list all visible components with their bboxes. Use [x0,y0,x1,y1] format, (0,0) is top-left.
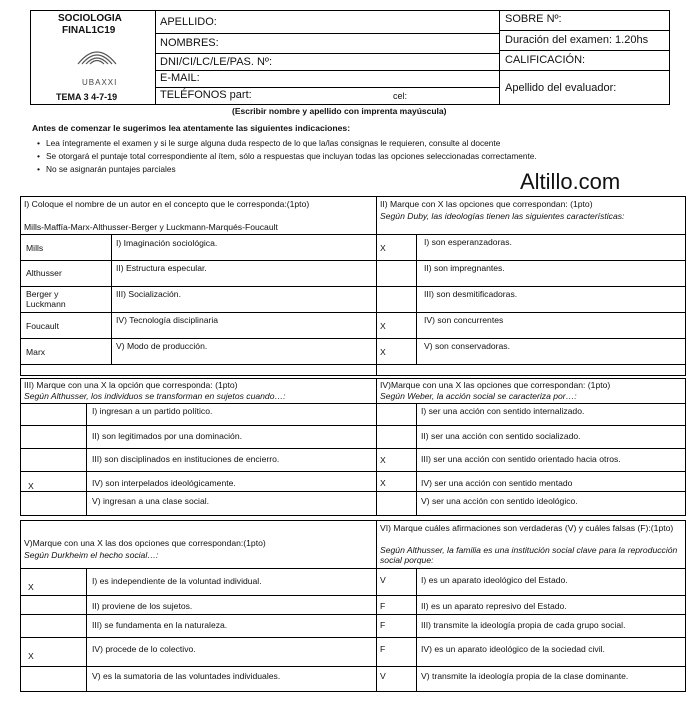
q1-title: I) Coloque el nombre de un autor en el concepto que le corresponda:(1pto) [24,199,310,209]
q6-option: III) transmite la ideología propia de cada grupo social. [421,620,626,630]
q1-author[interactable]: Berger y Luckmann [26,289,66,309]
q6-mark[interactable]: F [380,620,386,630]
instruction-item: No se asignarán puntajes parciales [46,164,176,174]
q4-option: I) ser una acción con sentido internalizado. [421,406,585,416]
field-apellido[interactable]: APELLIDO: [160,16,217,28]
q2-option: III) son desmitificadoras. [424,289,518,299]
q5-option: I) es independiente de la voluntad individual. [92,576,262,586]
q6-mark[interactable]: F [380,644,386,654]
q3-option: II) son legitimados por una dominación. [92,431,242,441]
bullet-icon: • [37,138,41,148]
duracion-label: Duración del examen: 1.20hs [505,34,649,46]
q1-concept: I) Imaginación sociológica. [116,238,218,248]
q5-option: V) es la sumatoria de las voluntades individuales. [92,671,281,681]
field-nombres[interactable]: NOMBRES: [160,37,219,49]
q1-concept: II) Estructura especular. [116,263,207,273]
course-name: SOCIOLOGIA [58,13,122,24]
q5-mark[interactable]: X [28,651,34,661]
q3-option: IV) son interpelados ideológicamente. [92,478,236,488]
ubaxxi-logo-icon [74,42,120,72]
instruction-item: Se otorgará el puntaje total correspondiente al ítem, sólo a respuestas que incluyan todas las opciones seleccionadas correctamente. [46,151,537,161]
q6-title: VI) Marque cuáles afirmaciones son verdaderas (V) y cuáles falsas (F):(1pto) [380,523,674,533]
q6-option: I) es un aparato ideológico del Estado. [421,575,568,585]
q1-author[interactable]: Foucault [26,321,59,331]
q6-option: II) es un aparato represivo del Estado. [421,601,567,611]
q2-option: I) son esperanzadoras. [424,237,512,247]
instruction-item: Lea íntegramente el examen y si le surge alguna duda respecto de lo que la/las consignas le requieren, consulte al docente [46,138,501,148]
q2-title: II) Marque con X las opciones que correspondan: (1pto) [380,199,593,209]
bullet-icon: • [37,164,41,174]
q5-option: II) proviene de los sujetos. [92,601,193,611]
q6-mark[interactable]: V [380,575,386,585]
field-telefonos[interactable]: TELÉFONOS part: [160,89,252,101]
q6-option: IV) es un aparato ideológico de la sociedad civil. [421,644,605,654]
q6-mark[interactable]: V [380,671,386,681]
q1-author[interactable]: Althusser [26,268,62,278]
field-cel[interactable]: cel: [393,91,408,101]
tema-label: TEMA 3 4-7-19 [56,92,118,102]
q1-concept: V) Modo de producción. [116,341,208,351]
q1-author[interactable]: Marx [26,347,46,357]
course-code: FINAL1C19 [62,25,116,36]
q4-title: IV)Marque con una X las opciones que correspondan: (1pto) [380,380,611,390]
q1-concept: IV) Tecnología disciplinaria [116,315,219,325]
watermark: Altillo.com [520,169,621,194]
instructions-title: Antes de comenzar le sugerimos lea atentamente las siguientes indicaciones: [32,123,351,133]
q4-option: III) ser una acción con sentido orientado hacia otros. [421,454,621,464]
q2-option: V) son conservadoras. [424,341,510,351]
q5-title: V)Marque con una X las dos opciones que correspondan:(1pto) [24,538,266,548]
q1-concept: III) Socialización. [116,289,181,299]
q2-option: IV) son concurrentes [424,315,504,325]
field-dni[interactable]: DNI/CI/LC/LE/PAS. Nº: [160,56,273,68]
field-email[interactable]: E-MAIL: [160,72,200,84]
q5-option: IV) procede de lo colectivo. [92,644,196,654]
q5-option: III) se fundamenta en la naturaleza. [92,620,228,630]
q4-subtitle: Según Weber, la acción social se caracteriza por…: [380,391,577,401]
q6-subtitle: Según Althusser, la familia es una institución social clave para la reproducción social porque: [380,545,678,565]
q6-mark[interactable]: F [380,601,386,611]
q2-mark[interactable]: X [380,243,386,253]
q4-mark[interactable]: X [380,478,386,488]
sobre-label[interactable]: SOBRE Nº: [505,13,562,25]
q3-option: V) ingresan a una clase social. [92,496,210,506]
q4-mark[interactable]: X [380,455,386,465]
q4-option: II) ser una acción con sentido socializado. [421,431,581,441]
q1-author[interactable]: Mills [26,243,44,253]
bullet-icon: • [37,151,41,161]
q3-mark[interactable]: X [28,481,34,491]
q4-option: V) ser una acción con sentido ideológico. [421,496,578,506]
q3-subtitle: Según Althusser, los individuos se transforman en sujetos cuando…: [24,391,286,401]
q5-mark[interactable]: X [28,582,34,592]
q3-option: III) son disciplinados en instituciones de encierro. [92,454,280,464]
q2-option: II) son impregnantes. [424,263,505,273]
q5-subtitle: Según Durkheim el hecho social…: [24,550,159,560]
evaluador-label[interactable]: Apellido del evaluador: [505,82,617,94]
calificacion-label[interactable]: CALIFICACIÓN: [505,54,586,66]
q2-mark[interactable]: X [380,321,386,331]
q4-option: IV) ser una acción con sentido mentado [421,478,573,488]
logo-text: UBAXXI [82,78,118,87]
q2-mark[interactable]: X [380,347,386,357]
q3-option: I) ingresan a un partido político. [92,406,213,416]
q3-title: III) Marque con una X la opción que corresponda: (1pto) [24,380,238,390]
q2-subtitle: Según Duby, las ideologías tienen las siguientes características: [380,211,625,221]
header-note: (Escribir nombre y apellido con imprenta mayúscula) [232,106,447,116]
q6-option: V) transmite la ideología propia de la clase dominante. [421,671,629,681]
q1-authors: Mills-Maffía-Marx-Althusser-Berger y Luckmann-Marqués-Foucault [24,222,278,232]
